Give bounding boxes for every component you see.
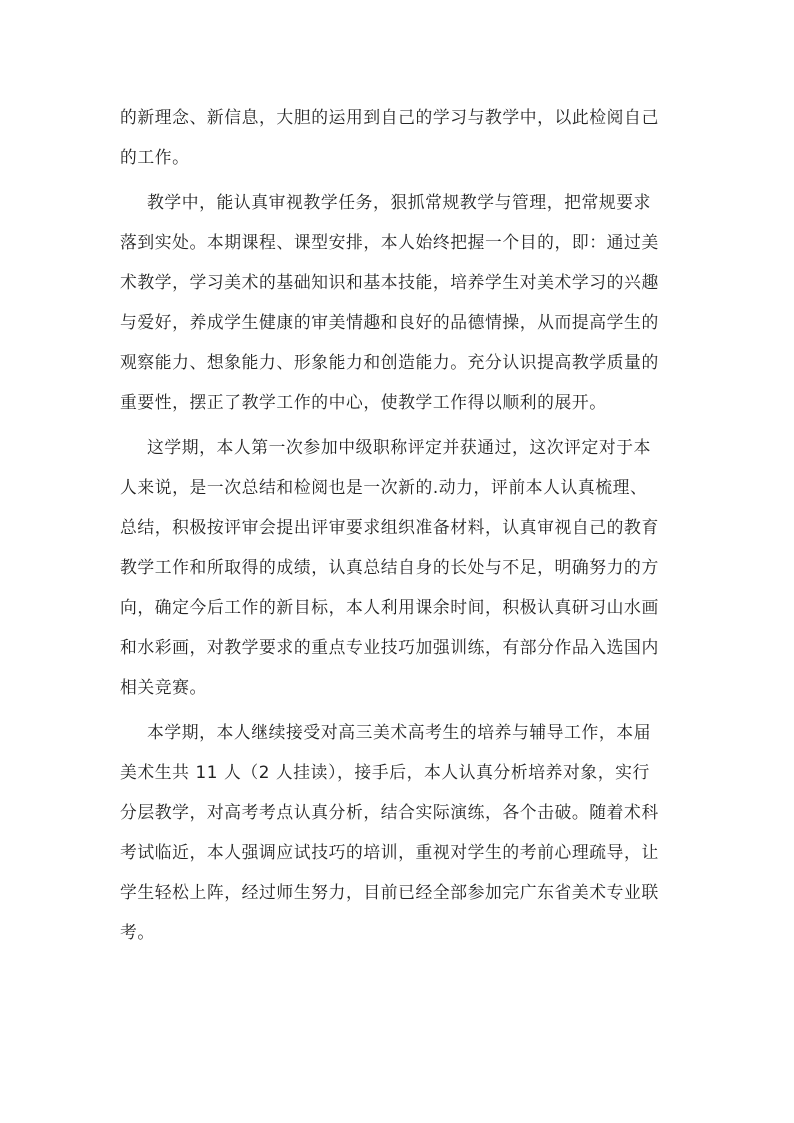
text-line: 这学期，本人第一次参加中级职称评定并获通过，这次评定对于本 bbox=[147, 437, 652, 457]
document-body bbox=[120, 97, 676, 952]
text-line: 观察能力、想象能力、形象能力和创造能力。充分认识提高教学质量的 bbox=[120, 352, 659, 372]
text-line: 教学中，能认真审视教学任务，狠抓常规教学与管理，把常规要求 bbox=[147, 192, 652, 212]
paragraph-4 bbox=[120, 712, 676, 952]
text-line: 考。 bbox=[120, 922, 155, 942]
text-line: 教学工作和所取得的成绩，认真总结自身的长处与不足，明确努力的方 bbox=[120, 557, 659, 577]
text-line: 总结，积极按评审会提出评审要求组织准备材料，认真审视自己的教育 bbox=[120, 517, 659, 537]
paragraph-3 bbox=[120, 427, 676, 707]
text-line: 的工作。 bbox=[120, 147, 190, 167]
text-line: 的新理念、新信息，大胆的运用到自己的学习与教学中，以此检阅自己 bbox=[120, 107, 659, 127]
text-line: 落到实处。本期课程、课型安排，本人始终把握一个目的，即：通过美 bbox=[120, 232, 659, 252]
text-line: 分层教学，对高考考点认真分析，结合实际演练，各个击破。随着术科 bbox=[120, 802, 659, 822]
text-line: 美术生共 11 人（2 人挂读），接手后，本人认真分析培养对象，实行 bbox=[120, 762, 650, 782]
text-line: 学生轻松上阵，经过师生努力，目前已经全部参加完广东省美术专业联 bbox=[120, 882, 659, 902]
paragraph-2 bbox=[120, 182, 676, 422]
text-line: 人来说，是一次总结和检阅也是一次新的.动力，评前本人认真梳理、 bbox=[120, 477, 648, 497]
text-line: 本学期，本人继续接受对高三美术高考生的培养与辅导工作，本届 bbox=[147, 722, 652, 742]
text-line: 考试临近，本人强调应试技巧的培训，重视对学生的考前心理疏导，让 bbox=[120, 842, 659, 862]
text-line: 和水彩画，对教学要求的重点专业技巧加强训练，有部分作品入选国内 bbox=[120, 637, 659, 657]
paragraph-1 bbox=[120, 97, 676, 177]
text-line: 术教学，学习美术的基础知识和基本技能，培养学生对美术学习的兴趣 bbox=[120, 272, 659, 292]
text-line: 重要性，摆正了教学工作的中心，使教学工作得以顺利的展开。 bbox=[120, 392, 607, 412]
text-line: 相关竞赛。 bbox=[120, 677, 207, 697]
text-line: 与爱好，养成学生健康的审美情趣和良好的品德情操，从而提高学生的 bbox=[120, 312, 659, 332]
text-line: 向，确定今后工作的新目标，本人利用课余时间，积极认真研习山水画 bbox=[120, 597, 659, 617]
